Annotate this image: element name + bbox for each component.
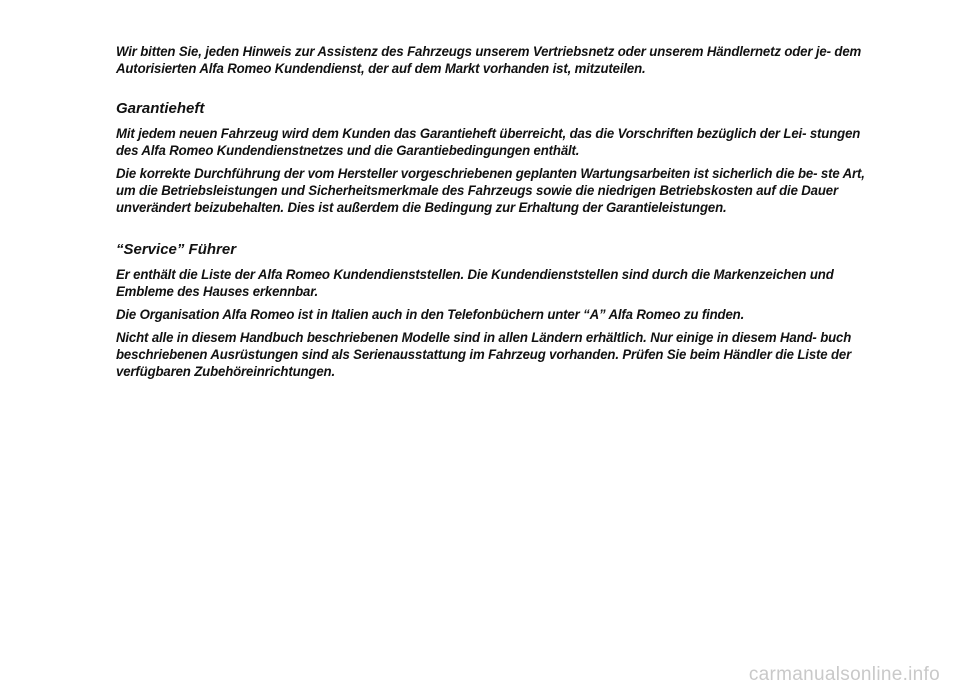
document-page bbox=[116, 44, 882, 387]
paragraph: Er enthält die Liste der Alfa Romeo Kundendienststellen. Die Kundendienststellen sind durch die Markenzeichen und Embleme des Hauses erkennbar. bbox=[116, 267, 834, 300]
paragraph: Die Organisation Alfa Romeo ist in Italien auch in den Telefonbüchern unter “A” Alfa Romeo zu finden. bbox=[116, 307, 745, 323]
section-garantieheft bbox=[116, 100, 882, 217]
paragraph: Die korrekte Durchführung der vom Hersteller vorgeschriebenen geplanten Wartungsarbeiten ist sicherlich die be- ste Art, um die Betriebsleistungen und Sicherheitsmerkmale des Fahrzeugs sowie die niedrigen Betriebskosten auf die Dauer unverändert beizubehalten. Dies ist außerdem die Bedingung zur Erhaltung der Garantieleistungen. bbox=[116, 166, 865, 216]
section-heading: “Service” Führer bbox=[116, 241, 237, 258]
watermark-text: carmanualsonline.info bbox=[748, 664, 940, 685]
paragraph: Mit jedem neuen Fahrzeug wird dem Kunden das Garantieheft überreicht, das die Vorschriften bezüglich der Lei- stungen des Alfa Romeo Kundendienstnetzes und die Garantiebedingungen enthält. bbox=[116, 126, 861, 159]
paragraph: Nicht alle in diesem Handbuch beschriebenen Modelle sind in allen Ländern erhältlich. Nur einige in diesem Hand- buch beschriebenen Ausrüstungen sind als Serienausstattung im Fahrzeug vorhanden. Prüfen Sie beim Händler die Liste der verfügbaren Zubehöreinrichtungen. bbox=[116, 330, 852, 380]
section-spacer bbox=[116, 223, 882, 241]
section-service-fuehrer bbox=[116, 241, 882, 381]
section-heading: Garantieheft bbox=[116, 100, 205, 117]
intro-paragraph: Wir bitten Sie, jeden Hinweis zur Assistenz des Fahrzeugs unserem Vertriebsnetz oder unserem Händlernetz oder je- dem Autorisierten Alfa Romeo Kundendienst, der auf dem Markt vorhanden ist, mitzuteilen. bbox=[116, 44, 862, 77]
